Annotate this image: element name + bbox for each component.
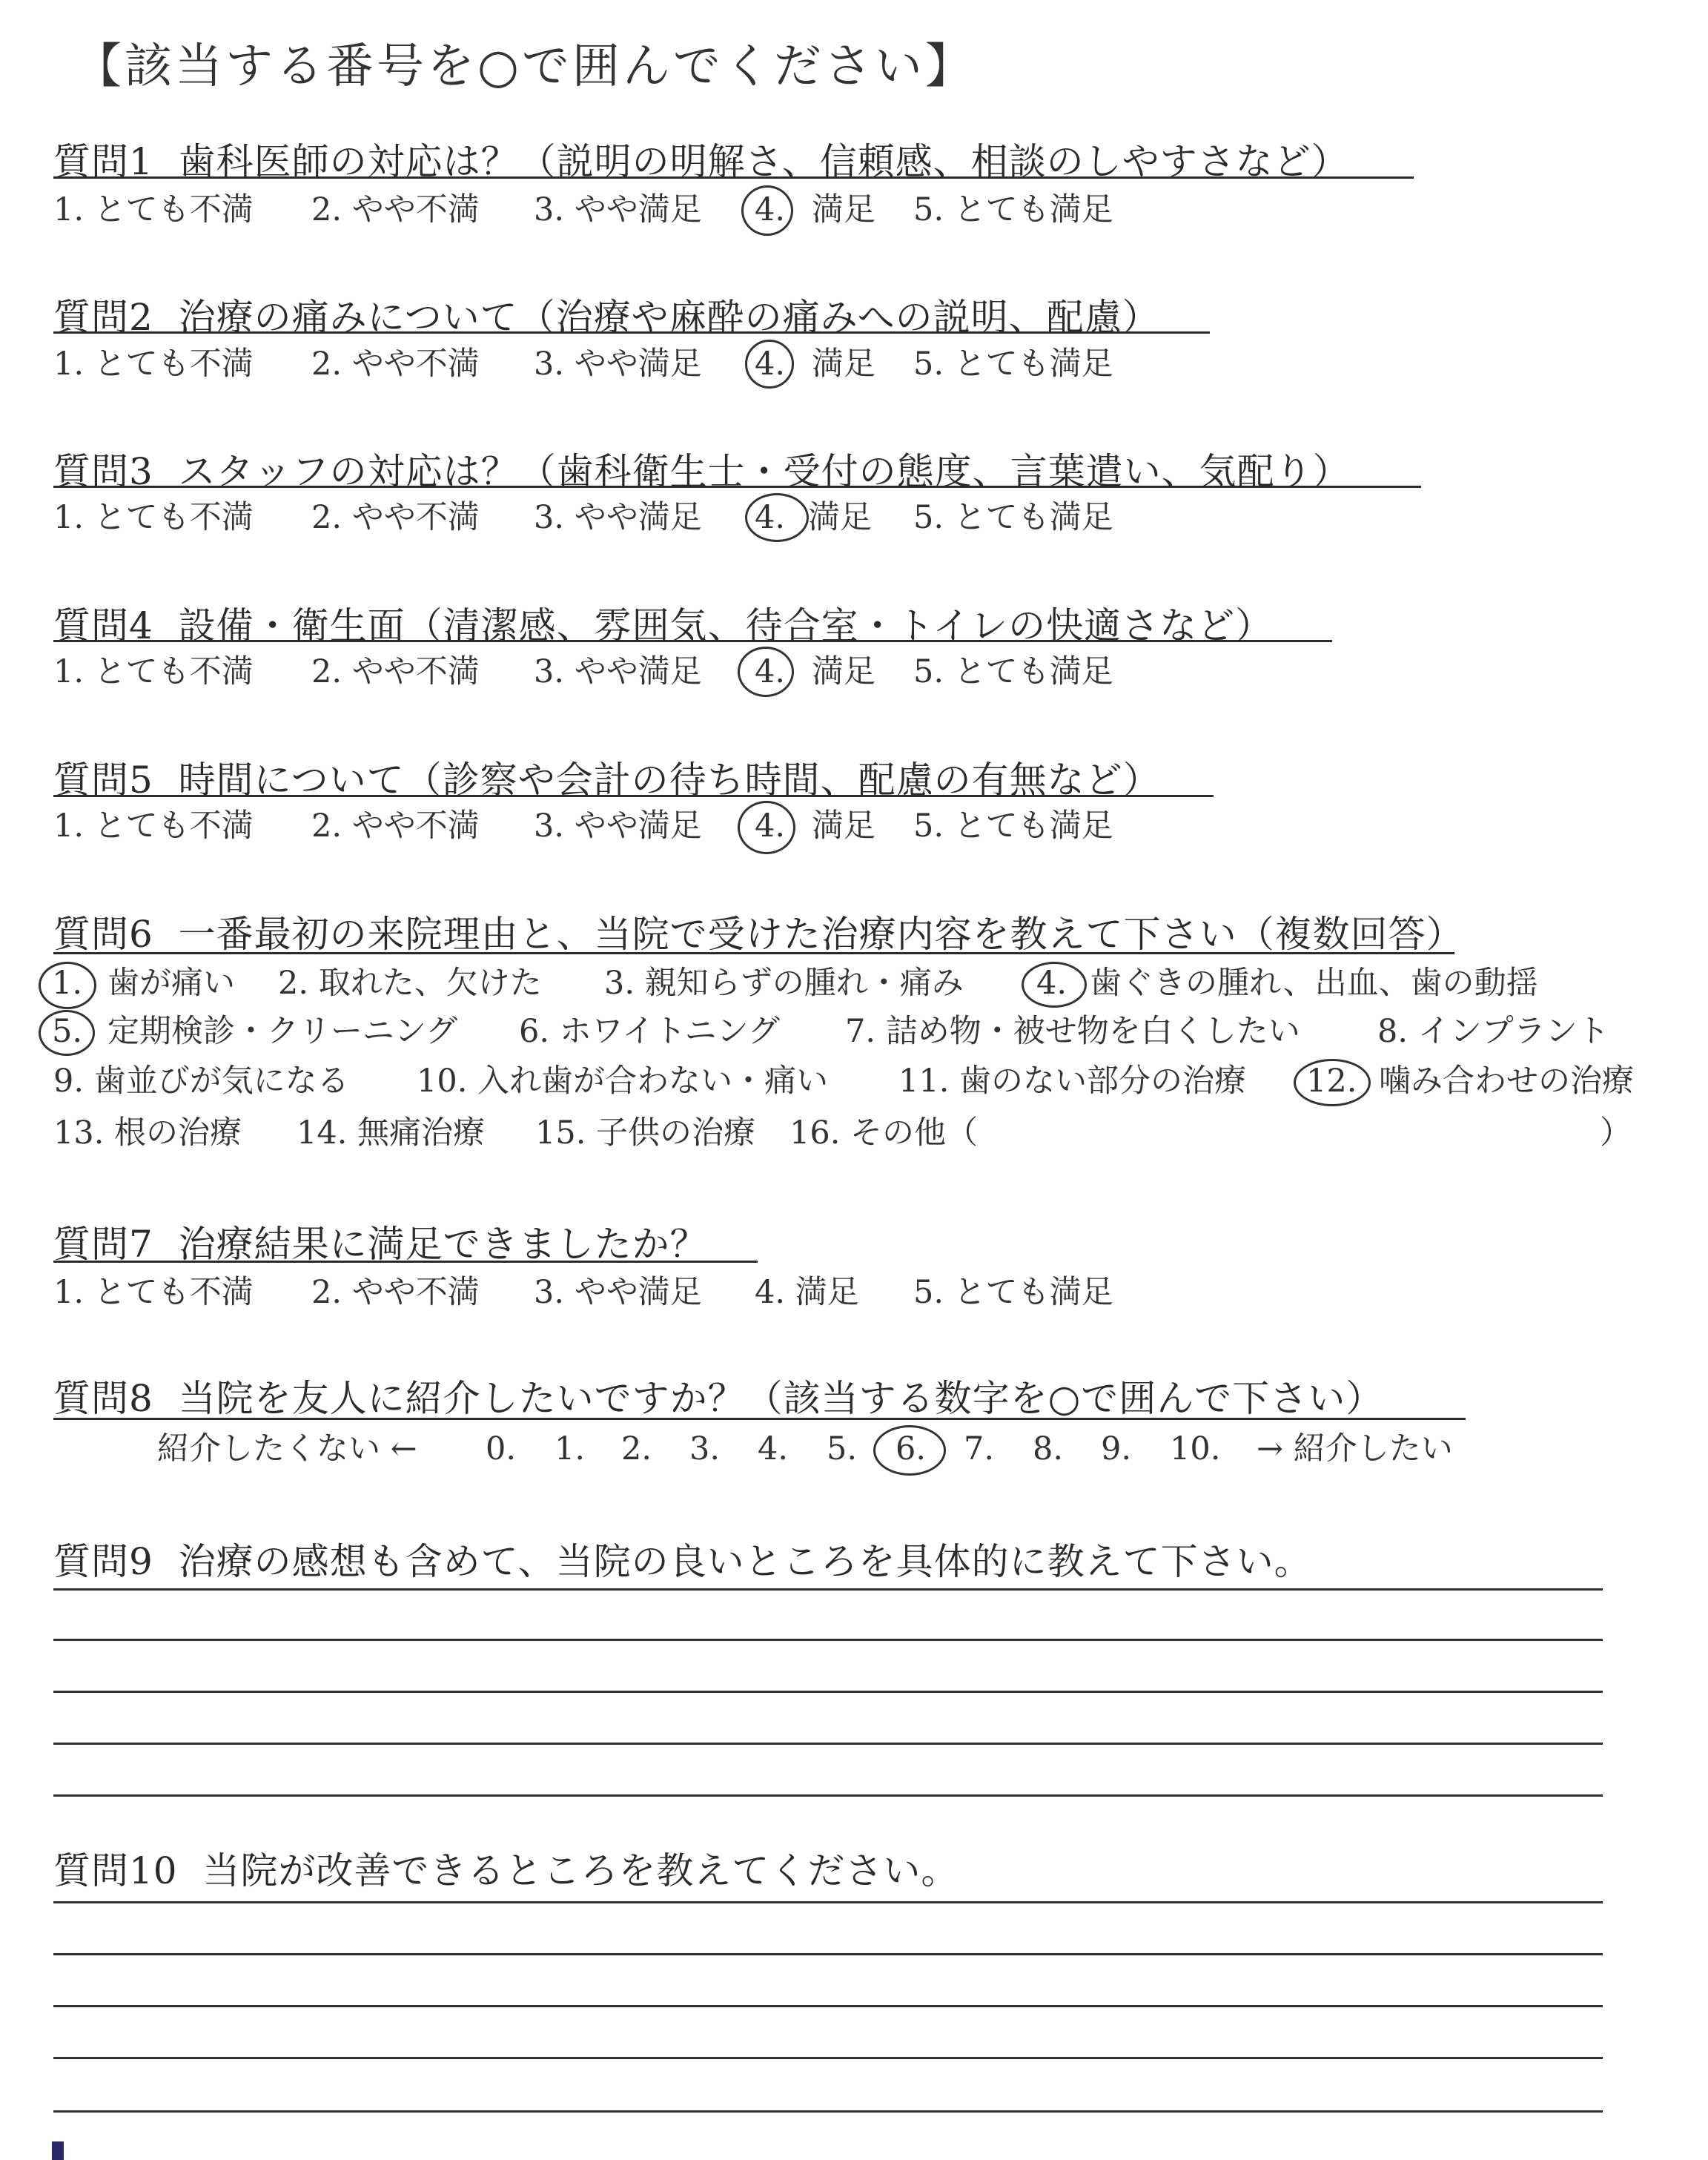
q5-option-2[interactable]: 2. やや不満 xyxy=(311,807,480,845)
question-1-underline xyxy=(53,176,1414,179)
footer-cutoff-mark xyxy=(52,2141,64,2160)
q5-option-3[interactable]: 3. やや満足 xyxy=(534,807,702,845)
answer-line xyxy=(53,1691,1603,1693)
q4-option-5[interactable]: 5. とても満足 xyxy=(913,653,1113,690)
q6-option-11[interactable]: 11. 歯のない部分の治療 xyxy=(898,1063,1247,1100)
q6-answer-circle-12 xyxy=(1294,1059,1371,1106)
q6-option-12-label[interactable]: 噛み合わせの治療 xyxy=(1379,1063,1634,1100)
q6-option-5-number[interactable]: 5. xyxy=(52,1013,83,1050)
q6-option-6[interactable]: 6. ホワイトニング xyxy=(519,1013,780,1050)
question-5-text: 時間について（診察や会計の待ち時間、配慮の有無など） xyxy=(178,759,1161,802)
question-4-underline xyxy=(53,640,1332,642)
q8-scale-right-label: → 紹介したい xyxy=(1257,1430,1453,1467)
q1-option-5[interactable]: 5. とても満足 xyxy=(913,191,1113,228)
q8-scale-5[interactable]: 5. xyxy=(827,1430,858,1467)
q6-option-4-number[interactable]: 4. xyxy=(1036,965,1068,1002)
q6-option-15[interactable]: 15. 子供の治療 xyxy=(535,1114,756,1152)
q7-option-3[interactable]: 3. やや満足 xyxy=(534,1274,702,1311)
q2-answer-circle xyxy=(745,340,794,389)
q6-option-10[interactable]: 10. 入れ歯が合わない・痛い xyxy=(417,1063,829,1100)
q4-option-4-label[interactable]: 満足 xyxy=(812,653,875,690)
question-2-underline xyxy=(53,331,1210,334)
q6-option-2[interactable]: 2. 取れた、欠けた xyxy=(278,965,542,1002)
question-3-text: スタッフの対応は？（歯科衛生士・受付の態度、言葉遣い、気配り） xyxy=(178,450,1351,493)
question-1-text: 歯科医師の対応は？（説明の明解さ、信頼感、相談のしやすさなど） xyxy=(178,140,1349,183)
question-4-label: 質問4 xyxy=(53,604,153,647)
q6-option-9[interactable]: 9. 歯並びが気になる xyxy=(53,1063,349,1100)
question-7-underline xyxy=(53,1261,758,1263)
q6-option-3[interactable]: 3. 親知らずの腫れ・痛み xyxy=(604,965,964,1002)
q7-option-2[interactable]: 2. やや不満 xyxy=(311,1274,480,1311)
q1-option-4-label[interactable]: 満足 xyxy=(812,191,875,228)
q2-option-5[interactable]: 5. とても満足 xyxy=(913,346,1113,383)
question-10-text: 当院が改善できるところを教えてください。 xyxy=(202,1849,959,1892)
q5-option-4-number[interactable]: 4. xyxy=(755,807,786,845)
question-9-title xyxy=(53,1532,1312,1585)
question-8-title xyxy=(53,1369,1383,1422)
q8-scale-10[interactable]: 10. xyxy=(1170,1430,1221,1467)
question-6-title xyxy=(53,905,1464,958)
q8-scale-8[interactable]: 8. xyxy=(1033,1430,1064,1467)
question-7-label: 質問7 xyxy=(53,1223,153,1266)
q8-scale-0[interactable]: 0. xyxy=(486,1430,517,1467)
q4-option-3[interactable]: 3. やや満足 xyxy=(534,653,702,690)
answer-line xyxy=(53,1953,1603,1955)
q1-option-4-number[interactable]: 4. xyxy=(755,191,786,228)
q6-answer-circle-1 xyxy=(39,962,96,1009)
q6-option-4-label[interactable]: 歯ぐきの腫れ、出血、歯の動揺 xyxy=(1090,965,1538,1002)
answer-line xyxy=(53,1639,1603,1641)
answer-line xyxy=(53,2110,1603,2113)
question-3-underline xyxy=(53,486,1421,488)
q8-scale-2[interactable]: 2. xyxy=(621,1430,652,1467)
question-5-underline xyxy=(53,795,1214,797)
q1-option-1[interactable]: 1. とても不満 xyxy=(53,191,254,228)
q2-option-4-label[interactable]: 満足 xyxy=(812,346,875,383)
question-10-label: 質問10 xyxy=(53,1849,178,1892)
q4-option-4-number[interactable]: 4. xyxy=(755,653,786,690)
question-6-label: 質問6 xyxy=(53,913,153,956)
q5-option-5[interactable]: 5. とても満足 xyxy=(913,807,1113,845)
q6-answer-circle-5 xyxy=(39,1010,95,1056)
q1-option-3[interactable]: 3. やや満足 xyxy=(534,191,702,228)
q5-answer-circle xyxy=(738,801,795,854)
question-9-label: 質問9 xyxy=(53,1540,153,1583)
q6-option-14[interactable]: 14. 無痛治療 xyxy=(297,1114,486,1152)
question-8-text: 当院を友人に紹介したいですか？（該当する数字を○で囲んで下さい） xyxy=(178,1377,1384,1420)
q3-option-2[interactable]: 2. やや不満 xyxy=(311,499,480,536)
q3-option-1[interactable]: 1. とても不満 xyxy=(53,499,254,536)
q6-option-5-label[interactable]: 定期検診・クリーニング xyxy=(107,1013,458,1050)
question-8-underline xyxy=(53,1418,1466,1420)
answer-line xyxy=(53,1901,1603,1903)
answer-line xyxy=(53,2057,1603,2059)
q2-option-4-number[interactable]: 4. xyxy=(755,346,786,383)
question-10-title xyxy=(53,1841,959,1895)
answer-line xyxy=(53,2005,1603,2007)
q8-scale-1[interactable]: 1. xyxy=(555,1430,586,1467)
question-6-underline xyxy=(53,952,1454,954)
question-8-label: 質問8 xyxy=(53,1377,153,1420)
q1-answer-circle xyxy=(741,185,793,236)
q6-other-close-paren: ） xyxy=(1600,1114,1632,1152)
q6-option-1-label[interactable]: 歯が痛い xyxy=(107,965,235,1002)
q2-option-2[interactable]: 2. やや不満 xyxy=(311,346,480,383)
q6-option-7[interactable]: 7. 詰め物・被せ物を白くしたい xyxy=(845,1013,1300,1050)
question-3-label: 質問3 xyxy=(53,450,153,493)
q5-option-1[interactable]: 1. とても不満 xyxy=(53,807,254,845)
q3-option-4-label[interactable]: 満足 xyxy=(808,499,872,536)
q6-option-13[interactable]: 13. 根の治療 xyxy=(53,1114,242,1152)
answer-line xyxy=(53,1588,1603,1591)
q6-answer-circle-4 xyxy=(1022,962,1087,1008)
q4-option-1[interactable]: 1. とても不満 xyxy=(53,653,254,690)
answer-line xyxy=(53,1794,1603,1797)
q7-option-1[interactable]: 1. とても不満 xyxy=(53,1274,254,1311)
q8-answer-circle xyxy=(873,1425,946,1476)
question-9-text: 治療の感想も含めて、当院の良いところを具体的に教えて下さい。 xyxy=(178,1540,1312,1583)
q8-scale-4[interactable]: 4. xyxy=(758,1430,789,1467)
q3-option-3[interactable]: 3. やや満足 xyxy=(534,499,702,536)
q8-scale-3[interactable]: 3. xyxy=(689,1430,721,1467)
q3-answer-circle xyxy=(745,493,809,542)
q6-option-8[interactable]: 8. インプラント xyxy=(1377,1013,1609,1050)
q8-scale-7[interactable]: 7. xyxy=(964,1430,995,1467)
q8-scale-9[interactable]: 9. xyxy=(1101,1430,1132,1467)
q8-scale-6[interactable]: 6. xyxy=(896,1430,927,1467)
q5-option-4-label[interactable]: 満足 xyxy=(812,807,875,845)
page-title: 【該当する番号を○で囲んでください】 xyxy=(74,39,976,94)
q7-option-4[interactable]: 4. 満足 xyxy=(755,1274,859,1311)
q1-option-2[interactable]: 2. やや不満 xyxy=(311,191,480,228)
question-1-label: 質問1 xyxy=(53,140,153,183)
q4-option-2[interactable]: 2. やや不満 xyxy=(311,653,480,690)
q2-option-1[interactable]: 1. とても不満 xyxy=(53,346,254,383)
q8-scale-left-label: 紹介したくない ← xyxy=(157,1430,417,1467)
q3-option-4-number[interactable]: 4. xyxy=(755,499,786,536)
answer-line xyxy=(53,1743,1603,1745)
question-4-text: 設備・衛生面（清潔感、雰囲気、待合室・トイレの快適さなど） xyxy=(178,604,1274,647)
q6-option-16[interactable]: 16. その他（ xyxy=(790,1114,979,1152)
question-2-text: 治療の痛みについて（治療や麻酔の痛みへの説明、配慮） xyxy=(178,296,1160,339)
question-6-text: 一番最初の来院理由と、当院で受けた治療内容を教えて下さい（複数回答） xyxy=(178,913,1464,956)
q6-option-12-number[interactable]: 12. xyxy=(1306,1063,1357,1100)
q3-option-5[interactable]: 5. とても満足 xyxy=(913,499,1113,536)
q7-option-5[interactable]: 5. とても満足 xyxy=(913,1274,1113,1311)
q4-answer-circle xyxy=(738,647,794,697)
question-5-label: 質問5 xyxy=(53,759,153,802)
q6-option-1-number[interactable]: 1. xyxy=(52,965,83,1002)
question-7-text: 治療結果に満足できましたか？ xyxy=(178,1223,708,1266)
question-2-label: 質問2 xyxy=(53,296,153,339)
q2-option-3[interactable]: 3. やや満足 xyxy=(534,346,702,383)
